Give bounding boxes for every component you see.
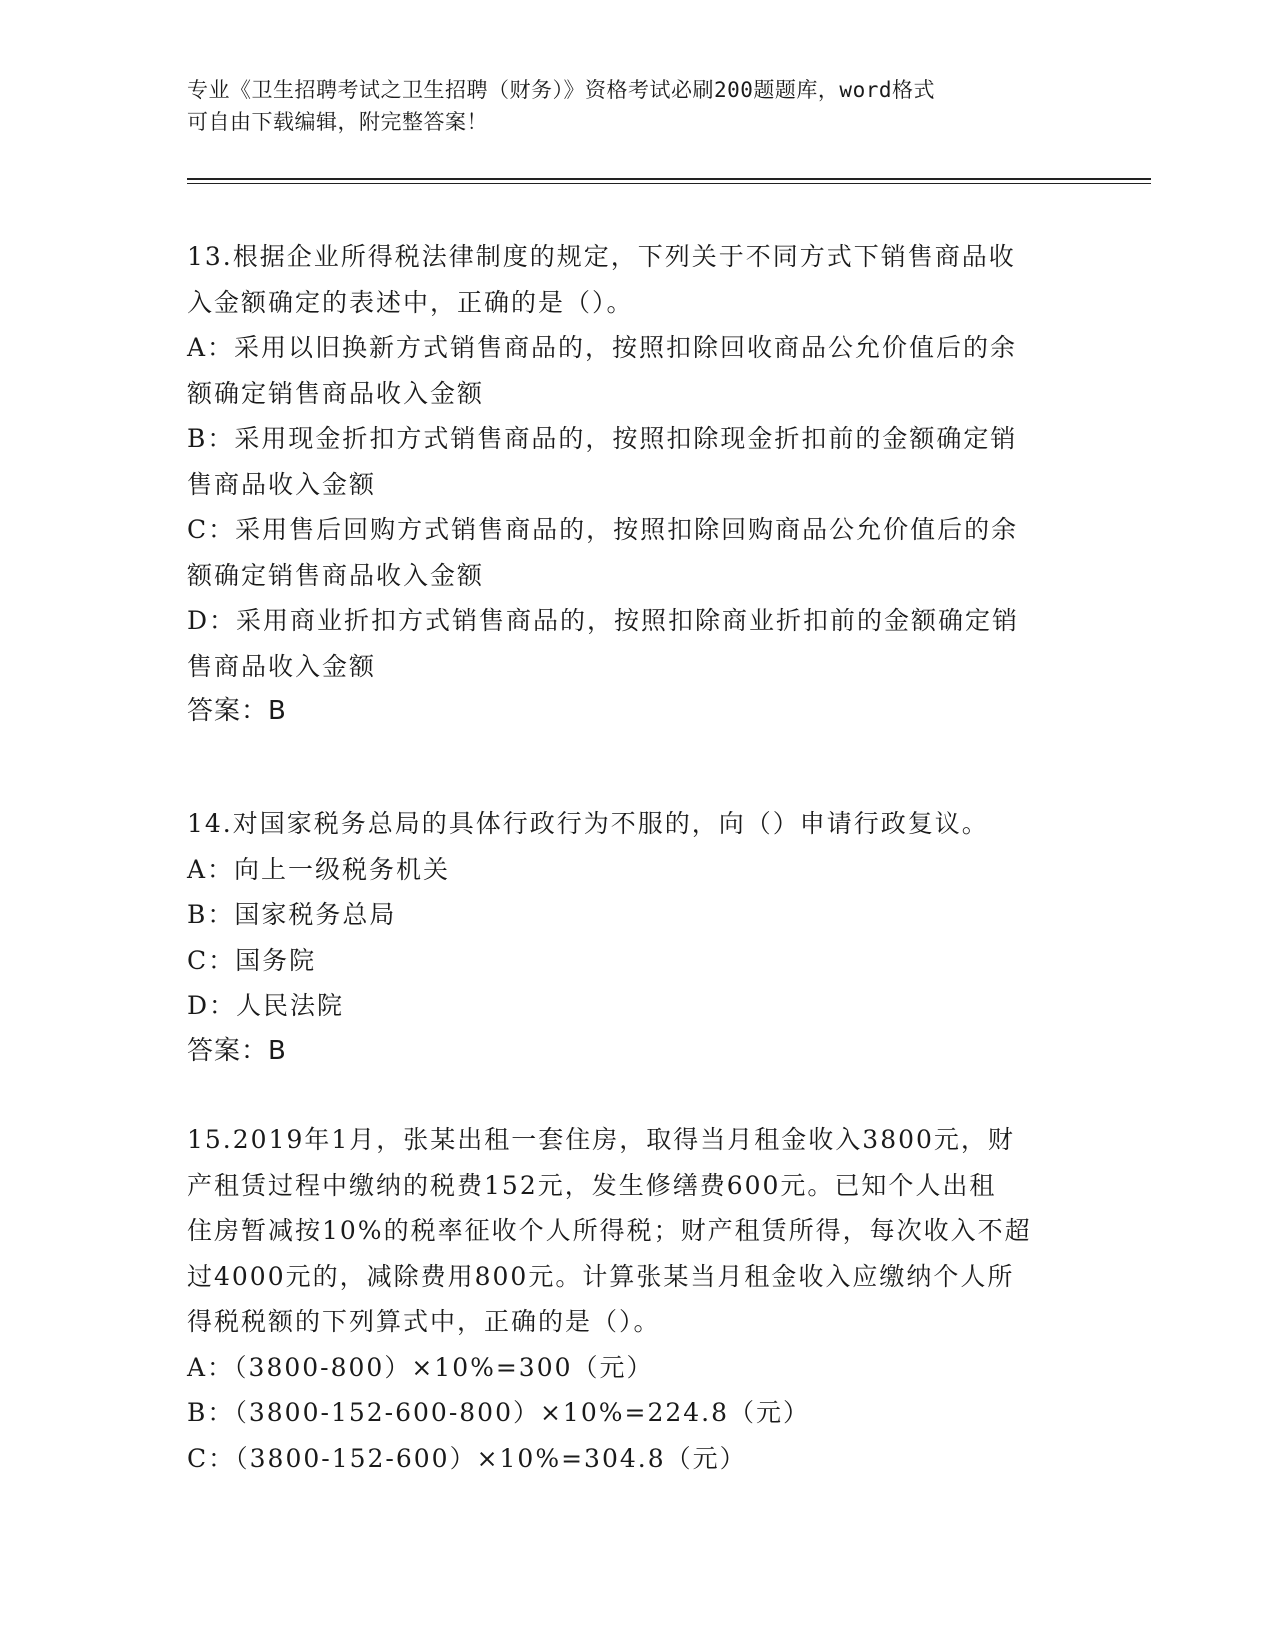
option-c-line: C：采用售后回购方式销售商品的，按照扣除回购商品公允价值后的余 [187,515,1019,544]
option-b-line: 售商品收入金额 [187,469,377,499]
option-d-line: D：人民法院 [187,991,345,1020]
question-stem-line: 15.2019年1月，张某出租一套住房，取得当月租金收入3800元，财 [187,1125,1015,1154]
option-b-line: B：国家税务总局 [187,900,397,929]
question-stem-line: 产租赁过程中缴纳的税费152元，发生修缮费600元。已知个人出租 [187,1170,997,1200]
question-stem-line: 得税税额的下列算式中，正确的是（）。 [187,1307,661,1336]
question-stem-line: 入金额确定的表述中，正确的是（）。 [187,287,634,317]
option-b-line: B：采用现金折扣方式销售商品的，按照扣除现金折扣前的金额确定销 [187,424,1018,453]
option-b-line: B：（3800-152-600-800）×10%=224.8（元） [187,1398,811,1427]
question-stem-line: 住房暂减按10%的税率征收个人所得税；财产租赁所得，每次收入不超 [187,1216,1032,1245]
header-title-line-1: 专业《卫生招聘考试之卫生招聘（财务）》资格考试必刷200题题库，word格式 [187,78,935,102]
header-divider-thin [187,183,1151,184]
question-13 [187,234,1087,735]
header-title-line-2: 可自由下载编辑，附完整答案！ [187,110,488,134]
option-a-line: A：向上一级税务机关 [187,854,451,884]
option-d-line: D：采用商业折扣方式销售商品的，按照扣除商业折扣前的金额确定销 [187,606,1020,635]
question-stem-line: 14.对国家税务总局的具体行政行为不服的，向（）申请行政复议。 [187,809,989,838]
document-header [187,74,1067,138]
question-stem-line: 过4000元的，减除费用800元。计算张某当月租金收入应缴纳个人所 [187,1261,1015,1291]
header-divider-thick [187,178,1151,180]
option-d-line: 售商品收入金额 [187,651,377,681]
answer-label: 答案：B [187,696,287,726]
option-a-line: 额确定销售商品收入金额 [187,378,485,408]
question-stem-line: 13.根据企业所得税法律制度的规定，下列关于不同方式下销售商品收 [187,242,1016,271]
option-a-line: A：（3800-800）×10%=300（元） [187,1352,654,1382]
question-15 [187,1117,1087,1481]
option-c-line: C：（3800-152-600）×10%=304.8（元） [187,1443,747,1473]
option-c-line: C：国务院 [187,945,317,975]
question-14 [187,801,1087,1074]
option-a-line: A：采用以旧换新方式销售商品的，按照扣除回收商品公允价值后的余 [187,333,1018,362]
option-c-line: 额确定销售商品收入金额 [187,560,485,590]
answer-label: 答案：B [187,1035,287,1066]
